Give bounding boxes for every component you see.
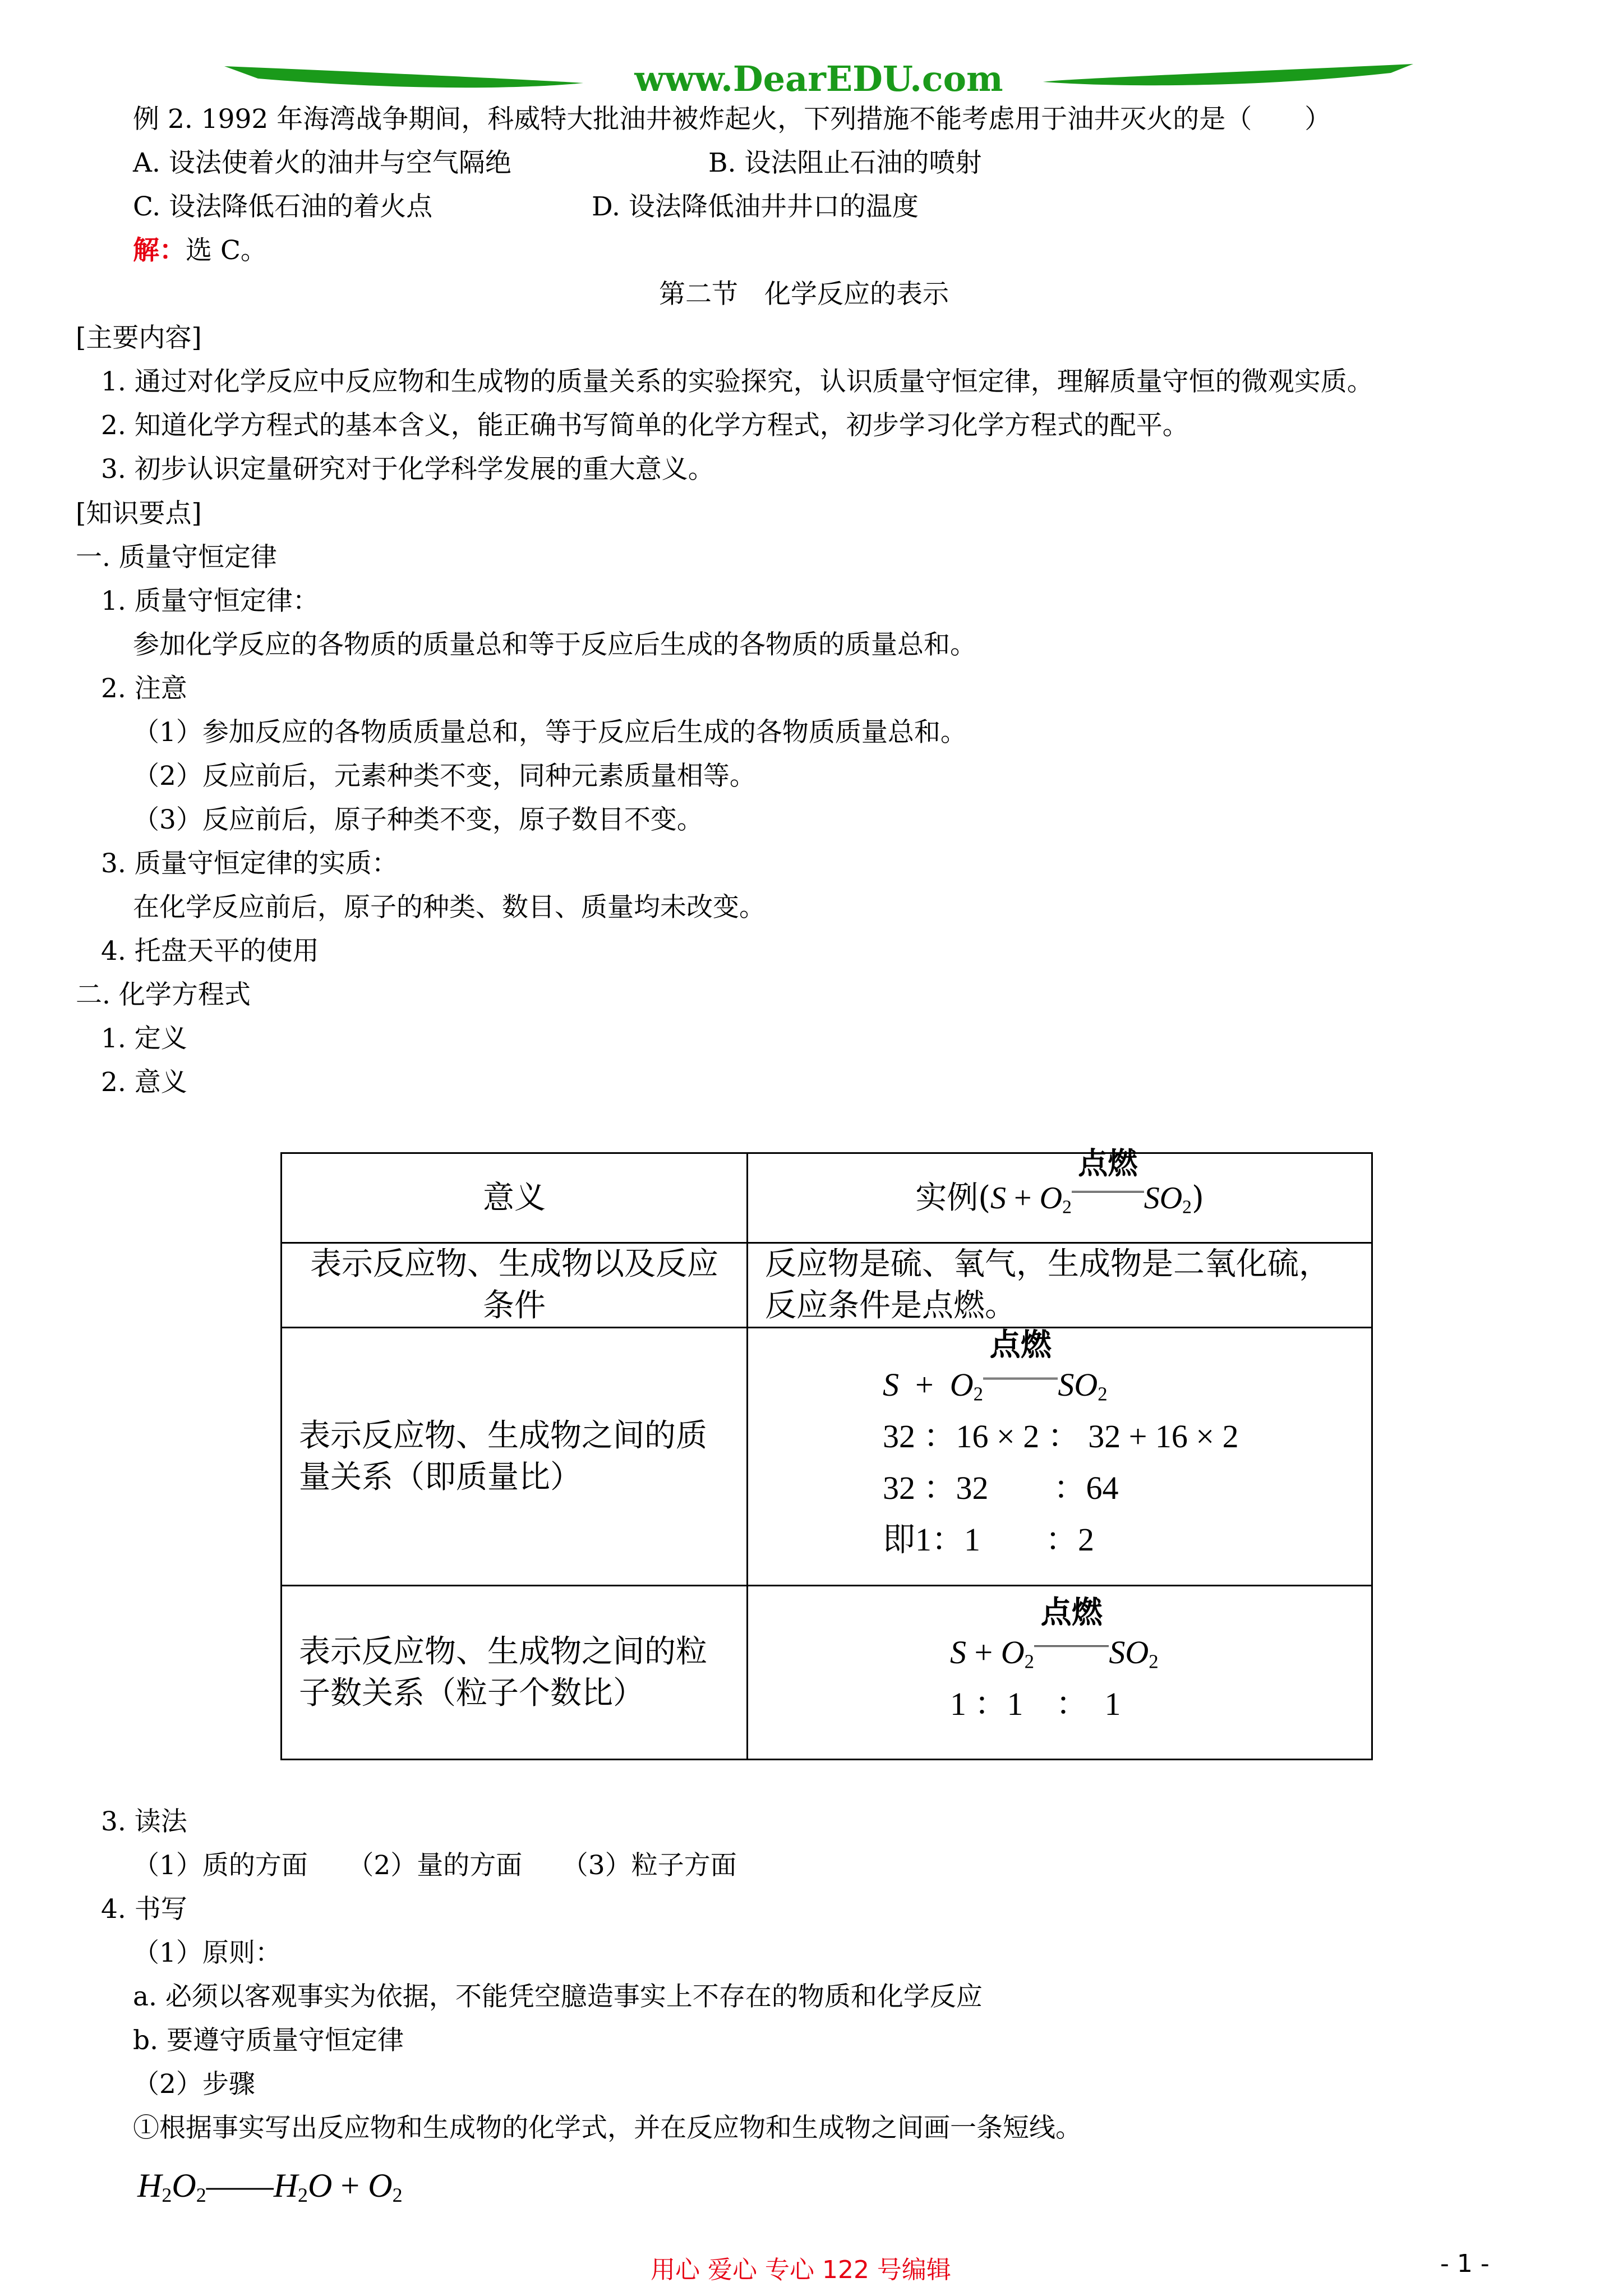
table-row xyxy=(282,1586,1372,1760)
law-text: 参加化学反应的各物质的质量总和等于反应后生成的各物质的质量总和。 xyxy=(133,629,976,660)
essence-title: 3. 质量守恒定律的实质： xyxy=(101,848,398,879)
balance-title: 4. 托盘天平的使用 xyxy=(101,936,319,967)
row1-example: 反应物是硫、氧气，生成物是二氧化硫， 反应条件是点燃。 xyxy=(748,1243,1372,1328)
reaction-condition: 点燃 xyxy=(1072,1177,1144,1219)
reading-title: 3. 读法 xyxy=(101,1806,187,1837)
example-question: 例 2. 1992 年海湾战争期间，科威特大批油井被炸起火，下列措施不能考虑用于油井灭火的是（ ） xyxy=(133,104,1331,135)
option-a: A. 设法使着火的油井与空气隔绝 xyxy=(133,148,511,178)
row3-example xyxy=(748,1586,1372,1760)
table-row xyxy=(282,1243,1372,1328)
table-header-row xyxy=(282,1153,1372,1243)
table-head-equation: $S + O_2$ 点燃 $SO_2$ xyxy=(990,1181,1192,1216)
reading-items: （1）质的方面 （2）量的方面 （3）粒子方面 xyxy=(133,1850,737,1881)
main-content-item: 3. 初步认识定量研究对于化学科学发展的重大意义。 xyxy=(101,454,714,485)
steps-title: （2）步骤 xyxy=(133,2069,255,2100)
part1-title: 一. 质量守恒定律 xyxy=(76,542,277,573)
table-head-example-prefix: 实例( xyxy=(915,1179,991,1216)
principle-a: a. 必须以客观事实为依据，不能凭空臆造事实上不存在的物质和化学反应 xyxy=(133,1981,983,2012)
row2-example xyxy=(748,1328,1372,1586)
option-b: B. 设法阻止石油的喷射 xyxy=(708,148,982,178)
row2-meaning: 表示反应物、生成物之间的质 量关系（即质量比） xyxy=(282,1328,748,1586)
answer-text: 选 C。 xyxy=(186,235,267,266)
table-head-example-suffix: ) xyxy=(1191,1179,1204,1216)
definition-title: 1. 定义 xyxy=(101,1023,187,1054)
header-logo xyxy=(224,56,1413,101)
table-head-example xyxy=(748,1147,1372,1243)
row3-meaning: 表示反应物、生成物之间的粒 子数关系（粒子个数比） xyxy=(282,1586,748,1760)
header-swoosh-right xyxy=(1043,64,1413,85)
principle-b: b. 要遵守质量守恒定律 xyxy=(133,2025,404,2056)
row2-calc: 即1：1 ：2 xyxy=(883,1521,1095,1558)
essence-text: 在化学反应前后，原子的种类、数目、质量均未改变。 xyxy=(133,892,766,923)
knowledge-heading: [知识要点] xyxy=(76,498,202,529)
note-title: 2. 注意 xyxy=(101,673,187,704)
main-content-item: 2. 知道化学方程式的基本含义，能正确书写简单的化学方程式，初步学习化学方程式的配平。 xyxy=(101,410,1189,441)
note-item: （3）反应前后，原子种类不变，原子数目不变。 xyxy=(133,804,703,835)
section-title: 第二节 化学反应的表示 xyxy=(659,279,949,310)
law-title: 1. 质量守恒定律： xyxy=(101,586,319,616)
answer-label: 解： xyxy=(133,235,186,266)
table-head-meaning xyxy=(282,1153,748,1243)
main-content-item: 1. 通过对化学反应中反应物和生成物的质量关系的实验探究，认识质量守恒定律，理解质量守恒的微观实质。 xyxy=(101,366,1373,397)
step1: ①根据事实写出反应物和生成物的化学式，并在反应物和生成物之间画一条短线。 xyxy=(133,2113,1082,2143)
part2-title: 二. 化学方程式 xyxy=(76,979,251,1010)
principle-title: （1）原则： xyxy=(133,1938,282,1968)
answer xyxy=(133,234,267,268)
table-head-meaning-text: 意义 xyxy=(483,1179,546,1216)
meaning-title: 2. 意义 xyxy=(101,1067,187,1098)
row2-calc: 32 ：32 ：64 xyxy=(883,1469,1119,1506)
writing-title: 4. 书写 xyxy=(101,1894,187,1925)
table-row xyxy=(282,1328,1372,1586)
header-site-text: www.DearEDU.com xyxy=(634,58,1003,99)
row3-equation: $S + O_2$ 点燃 $SO_2$ xyxy=(950,1595,1159,1673)
main-content-heading: [主要内容] xyxy=(76,323,202,353)
option-c: C. 设法降低石油的着火点 xyxy=(133,191,433,222)
step1-equation: $H_2O_2——H_2O + O_2$ xyxy=(137,2167,403,2206)
meaning-table xyxy=(280,1147,1373,1760)
option-d: D. 设法降低油井井口的温度 xyxy=(592,191,919,222)
page-number: - 1 - xyxy=(1440,2249,1490,2278)
footer-text: 用心 爱心 专心 122 号编辑 xyxy=(651,2256,951,2284)
note-item: （1）参加反应的各物质质量总和，等于反应后生成的各物质质量总和。 xyxy=(133,717,967,748)
row2-equation: $S + O_2$ 点燃 $SO_2$ xyxy=(883,1328,1108,1405)
note-item: （2）反应前后，元素种类不变，同种元素质量相等。 xyxy=(133,761,756,792)
header-swoosh-left xyxy=(224,66,583,88)
row2-calc: 32 ：16 × 2 ： 32 + 16 × 2 xyxy=(883,1418,1239,1455)
row3-ratio: 1 ：1 ： 1 xyxy=(950,1685,1121,1722)
row1-meaning: 表示反应物、生成物以及反应条件 xyxy=(282,1243,748,1328)
